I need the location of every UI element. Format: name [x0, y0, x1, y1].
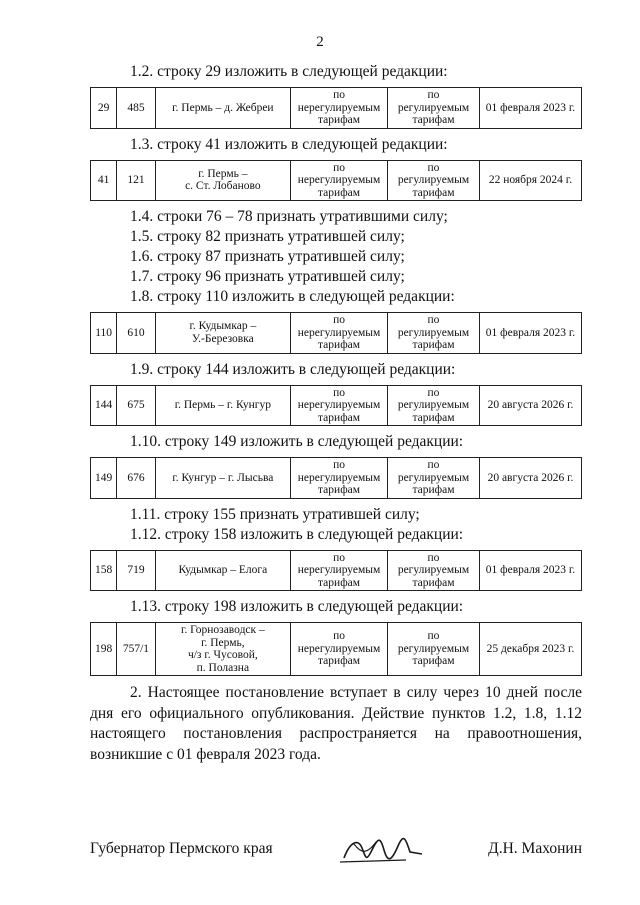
route-table [90, 312, 582, 354]
transport-type-cell: по нерегулируемым тарифам [291, 88, 388, 129]
route-name-cell: г. Пермь – с. Ст. Лобаново [155, 160, 290, 201]
tariff-type-cell: по регулируемым тарифам [388, 623, 480, 676]
route-name-cell: г. Пермь – г. Кунгур [155, 385, 290, 426]
tariff-type-cell: по регулируемым тарифам [388, 88, 480, 129]
row-number-cell: 144 [91, 385, 117, 426]
route-number-cell: 121 [117, 160, 155, 201]
table-row [91, 313, 582, 354]
route-number-cell: 485 [117, 88, 155, 129]
amendment-heading: 1.12. строку 158 изложить в следующей редакции: [130, 525, 464, 543]
row-number-cell: 149 [91, 458, 117, 499]
route-table [90, 457, 582, 499]
route-number-cell: 610 [117, 313, 155, 354]
route-number-cell: 757/1 [117, 623, 155, 676]
date-cell: 01 февраля 2023 г. [479, 88, 581, 129]
table-row [91, 385, 582, 426]
tariff-type-cell: по регулируемым тарифам [388, 160, 480, 201]
row-number-cell: 41 [91, 160, 117, 201]
route-name-cell: г. Кудымкар – У.-Березовка [155, 313, 290, 354]
signature-block [90, 836, 582, 866]
date-cell: 01 февраля 2023 г. [479, 313, 581, 354]
route-table [90, 550, 582, 592]
amendment-heading: 1.3. строку 41 изложить в следующей редакции: [130, 135, 448, 153]
closing-paragraph: 2. Настоящее постановление вступает в силу через 10 дней после дня его официального опубликования. Действие пунктов 1.2, 1.8, 1.12 настоящего постановления распространяется на правоотношения, возникшие с 01 февраля 2023 года. [90, 684, 582, 763]
route-name-cell: г. Пермь – д. Жебреи [155, 88, 290, 129]
row-number-cell: 29 [91, 88, 117, 129]
page-number: 2 [316, 34, 324, 50]
row-number-cell: 158 [91, 550, 117, 591]
amendments-list [90, 62, 582, 682]
route-name-cell: Кудымкар – Елога [155, 550, 290, 591]
date-cell: 20 августа 2026 г. [479, 385, 581, 426]
row-number-cell: 110 [91, 313, 117, 354]
route-table [90, 622, 582, 676]
route-number-cell: 675 [117, 385, 155, 426]
transport-type-cell: по нерегулируемым тарифам [291, 385, 388, 426]
amendment-heading: 1.9. строку 144 изложить в следующей редакции: [130, 360, 456, 378]
amendment-heading: 1.2. строку 29 изложить в следующей редакции: [130, 63, 448, 80]
amendment-heading: 1.7. строку 96 признать утратившей силу; [130, 268, 405, 285]
handwritten-signature-icon [336, 832, 426, 866]
amendment-heading: 1.13. строку 198 изложить в следующей редакции: [130, 598, 464, 615]
tariff-type-cell: по регулируемым тарифам [388, 458, 480, 499]
tariff-type-cell: по регулируемым тарифам [388, 385, 480, 426]
amendment-heading: 1.6. строку 87 признать утратившей силу; [130, 248, 405, 265]
row-number-cell: 198 [91, 623, 117, 676]
transport-type-cell: по нерегулируемым тарифам [291, 313, 388, 354]
route-number-cell: 719 [117, 550, 155, 591]
route-table [90, 87, 582, 129]
amendment-heading: 1.11. строку 155 признать утратившей силу; [130, 505, 420, 523]
transport-type-cell: по нерегулируемым тарифам [291, 550, 388, 591]
route-name-cell: г. Горнозаводск – г. Пермь, ч/з г. Чусовой, п. Полазна [155, 623, 290, 676]
table-row [91, 550, 582, 591]
tariff-type-cell: по регулируемым тарифам [388, 550, 480, 591]
amendment-heading: 1.8. строку 110 изложить в следующей редакции: [130, 288, 455, 305]
date-cell: 25 декабря 2023 г. [479, 623, 581, 676]
transport-type-cell: по нерегулируемым тарифам [291, 458, 388, 499]
table-row [91, 623, 582, 676]
table-row [91, 88, 582, 129]
date-cell: 22 ноября 2024 г. [479, 160, 581, 201]
route-table [90, 160, 582, 202]
date-cell: 01 февраля 2023 г. [479, 550, 581, 591]
tariff-type-cell: по регулируемым тарифам [388, 313, 480, 354]
amendment-heading: 1.5. строку 82 признать утратившей силу; [130, 228, 405, 245]
transport-type-cell: по нерегулируемым тарифам [291, 623, 388, 676]
route-name-cell: г. Кунгур – г. Лысьва [155, 458, 290, 499]
amendment-heading: 1.4. строки 76 – 78 признать утратившими силу; [130, 208, 448, 225]
route-number-cell: 676 [117, 458, 155, 499]
amendment-heading: 1.10. строку 149 изложить в следующей редакции: [130, 433, 464, 450]
route-table [90, 385, 582, 427]
signatory-title: Губернатор Пермского края [90, 840, 273, 857]
date-cell: 20 августа 2026 г. [479, 458, 581, 499]
table-row [91, 160, 582, 201]
transport-type-cell: по нерегулируемым тарифам [291, 160, 388, 201]
signatory-name: Д.Н. Махонин [488, 840, 582, 857]
table-row [91, 458, 582, 499]
